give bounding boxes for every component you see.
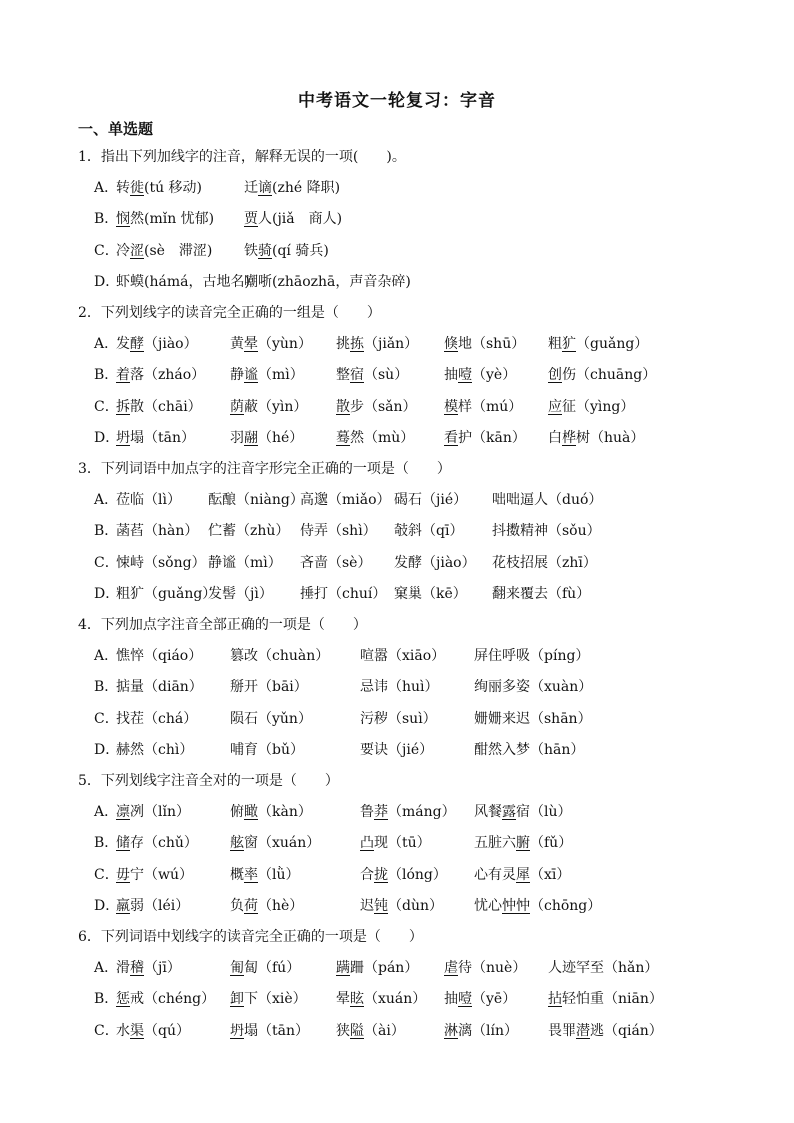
option-term: 抽噎（yè） (444, 367, 517, 384)
option-row[interactable] (94, 333, 774, 353)
option-row[interactable] (94, 739, 774, 759)
option-term: 发髻（jì） (208, 585, 273, 602)
option-row[interactable] (94, 489, 774, 509)
question-stem: 2．下列划线字的读音完全正确的一组是（ ） (78, 305, 381, 321)
underlined-char: 荷 (244, 897, 258, 914)
option-term: 模样（mú） (444, 398, 523, 415)
option-term: 喧嚣（xiāo） (360, 648, 446, 664)
option-row[interactable] (94, 177, 774, 197)
underlined-char: 噎 (458, 367, 472, 384)
option-term: 创伤（chuāng） (548, 367, 657, 384)
underlined-char: 瞰 (244, 804, 258, 820)
option-term: 荫蔽（yìn） (230, 398, 308, 415)
option-term: 卸下（xiè） (230, 991, 307, 1008)
underlined-char: 眩 (350, 991, 364, 1008)
underlined-char: 应 (548, 398, 562, 415)
option-row[interactable] (94, 708, 774, 728)
underlined-char: 散 (336, 398, 350, 415)
question-stem: 4．下列加点字注音全部正确的一项是（ ） (78, 617, 367, 633)
option-term: 人迹罕至（hǎn） (548, 960, 659, 976)
option-term: 俯瞰（kàn） (230, 804, 312, 820)
option-term: 姗姗来迟（shān） (474, 710, 592, 727)
underlined-char: 潜 (576, 1022, 590, 1039)
option-term: 倏地（shū） (444, 336, 526, 352)
option-term: 伫蓄（zhù） (208, 523, 290, 540)
section-heading: 一、单选题 (78, 120, 154, 138)
option-term: 哺育（bǔ） (230, 741, 304, 758)
option-term: 匍匐（fú） (230, 960, 301, 976)
option-label: B． (94, 367, 119, 384)
option-label: D． (94, 741, 120, 758)
option-row[interactable] (94, 864, 774, 884)
option-row[interactable] (94, 676, 774, 696)
underlined-char: 倏 (444, 336, 458, 352)
underlined-char: 贾 (244, 211, 258, 228)
option-term: 坍塌（tān） (230, 1022, 309, 1039)
underlined-char: 稽 (130, 960, 144, 976)
option-term: 陨石（yǔn） (230, 710, 312, 727)
underlined-char: 凸 (360, 835, 374, 852)
underlined-char: 创 (548, 367, 562, 384)
option-label: D． (94, 273, 120, 290)
option-term: 白桦树（huà） (548, 429, 645, 446)
underlined-char: 淋 (444, 1022, 458, 1039)
option-term: 侍弄（shì） (300, 523, 377, 540)
underlined-char: 忡忡 (502, 897, 530, 914)
option-label: A． (94, 492, 119, 508)
option-term: 抖擞精神（sǒu） (492, 523, 601, 540)
option-label: D． (94, 897, 120, 914)
option-term: 储存（chǔ） (116, 835, 198, 852)
option-term: 拈轻怕重（niān） (548, 991, 663, 1008)
option-term: 静谧（mì） (208, 554, 282, 571)
question-stem: 1．指出下列加线字的注音，解释无误的一项( )。 (78, 149, 406, 165)
option-label: B． (94, 991, 119, 1008)
option-term: 莅临（lì） (116, 492, 181, 508)
underlined-char: 露 (502, 804, 516, 820)
underlined-char: 拈 (548, 991, 562, 1008)
underlined-char: 坍 (230, 1022, 244, 1039)
underlined-char: 桦 (562, 429, 576, 446)
option-label: C． (94, 242, 119, 259)
underlined-char: 犷 (562, 336, 576, 352)
option-term: 粗犷（guǎng） (548, 336, 649, 352)
option-term: 蓦然（mù） (336, 429, 415, 446)
option-label: B． (94, 835, 119, 852)
underlined-char: 羸 (116, 897, 130, 914)
option-term: 蹒跚（pán） (336, 960, 419, 976)
option-term: 窠巢（kē） (394, 585, 467, 602)
option-term: 找茬（chá） (116, 710, 198, 727)
option-row[interactable] (94, 271, 774, 291)
underlined-char: 率 (244, 866, 258, 883)
option-term: 畏罪潜逃（qián） (548, 1022, 663, 1039)
option-term: 虾蟆(hámá，古地名) (116, 273, 250, 290)
underlined-char: 骑 (258, 242, 272, 259)
option-term: 篡改（chuàn） (230, 648, 330, 664)
option-term: 合拢（lóng） (360, 866, 447, 883)
option-row[interactable] (94, 427, 774, 447)
option-term: 毋宁（wú） (116, 866, 193, 883)
underlined-char: 拣 (350, 336, 364, 352)
underlined-char: 虐 (444, 960, 458, 976)
option-term: 凸现（tū） (360, 835, 431, 852)
option-term: 惩戒（chéng） (116, 991, 216, 1008)
option-term: 污秽（suì） (360, 710, 437, 727)
underlined-char: 悯 (116, 211, 130, 228)
option-term: 捶打（chuí） (300, 585, 387, 602)
option-row[interactable] (94, 895, 774, 915)
option-term: 羽翮（hé） (230, 429, 304, 446)
option-label: A． (94, 336, 119, 352)
underlined-char: 拆 (116, 398, 130, 415)
option-label: A． (94, 804, 119, 820)
underlined-char: 荫 (230, 398, 244, 415)
question-stem: 5．下列划线字注音全对的一项是（ ） (78, 773, 339, 789)
option-term: 屏住呼吸（píng） (474, 648, 590, 664)
option-label: C． (94, 866, 119, 883)
option-term: 负荷（hè） (230, 897, 304, 914)
option-row[interactable] (94, 583, 774, 603)
option-term: 要诀（jié） (360, 741, 434, 758)
option-term: 赫然（chì） (116, 741, 194, 758)
option-term: 忌讳（huì） (360, 679, 439, 696)
underlined-char: 犀 (516, 866, 530, 883)
option-term: 羸弱（léi） (116, 897, 190, 914)
option-row[interactable] (94, 645, 774, 665)
option-term: 狭隘（ài） (336, 1022, 405, 1039)
underlined-char: 凛 (116, 804, 130, 820)
option-term: 坍塌（tān） (116, 429, 195, 446)
underlined-char: 腑 (516, 835, 530, 852)
option-term: 发酵（jiào） (394, 554, 476, 571)
underlined-char: 噎 (458, 991, 472, 1008)
option-term: 鲁莽（máng） (360, 804, 456, 820)
option-label: B． (94, 523, 119, 540)
option-term: 菡萏（hàn） (116, 523, 199, 540)
option-label: D． (94, 585, 120, 602)
underlined-char: 看 (444, 429, 458, 446)
underlined-char: 涩 (130, 242, 144, 259)
option-term: 舷窗（xuán） (230, 835, 321, 852)
option-term: 挑拣（jiǎn） (336, 336, 419, 352)
option-term: 晕眩（xuán） (336, 991, 427, 1008)
option-term: 掂量（diān） (116, 679, 203, 696)
option-term: 酣然入梦（hān） (474, 741, 585, 758)
option-term: 抽噎（yē） (444, 991, 517, 1008)
option-row[interactable] (94, 988, 774, 1008)
option-row[interactable] (94, 957, 774, 977)
option-term: 应征（yìng） (548, 398, 635, 415)
underlined-char: 莽 (374, 804, 388, 820)
option-term: 淋漓（lín） (444, 1022, 518, 1039)
underlined-char: 晕 (244, 336, 258, 352)
option-term: 看护（kān） (444, 429, 526, 446)
option-term: 黄晕（yùn） (230, 336, 312, 352)
option-row[interactable] (94, 552, 774, 572)
option-row[interactable] (94, 240, 774, 260)
option-term: 憔悴（qiáo） (116, 648, 203, 664)
option-row[interactable] (94, 520, 774, 540)
underlined-char: 徙 (130, 180, 144, 196)
option-term: 吝啬（sè） (300, 554, 372, 571)
option-term: 冷涩(sè 滞涩) (116, 242, 213, 259)
underlined-char: 储 (116, 835, 130, 852)
option-term: 五脏六腑（fǔ） (474, 835, 573, 852)
option-term: 忧心忡忡（chōng） (474, 897, 602, 914)
option-row[interactable] (94, 1020, 774, 1040)
underlined-char: 谧 (244, 367, 258, 384)
option-row[interactable] (94, 208, 774, 228)
option-term: 拆散（chāi） (116, 398, 202, 415)
option-label: B． (94, 211, 119, 228)
option-term: 悚峙（sǒng） (116, 554, 206, 571)
underlined-char: 坍 (116, 429, 130, 446)
question-stem: 3．下列词语中加点字的注音字形完全正确的一项是（ ） (78, 461, 451, 477)
option-label: A． (94, 648, 119, 664)
underlined-char: 惩 (116, 991, 130, 1008)
option-term: 酝酿（niàng） (208, 492, 304, 508)
underlined-char: 模 (444, 398, 458, 415)
option-term: 静谧（mì） (230, 367, 304, 384)
underlined-char: 宿 (350, 367, 364, 384)
question-stem: 6．下列词语中划线字的读音完全正确的一项是（ ） (78, 929, 423, 945)
underlined-char: 着 (116, 367, 130, 384)
underlined-char: 蹒 (336, 960, 350, 976)
underlined-char: 谪 (258, 180, 272, 196)
option-label: C． (94, 398, 119, 415)
option-term: 掰开（bāi） (230, 679, 308, 696)
option-term: 贾人(jiǎ 商人) (244, 211, 343, 228)
page-title: 中考语文一轮复习：字音 (298, 91, 496, 111)
option-term: 迁谪(zhé 降职) (244, 180, 341, 196)
option-term: 悯然(mǐn 忧郁) (116, 211, 215, 228)
option-row[interactable] (94, 364, 774, 384)
option-label: A． (94, 180, 119, 196)
option-term: 高邈（miǎo） (300, 492, 391, 508)
option-row[interactable] (94, 801, 774, 821)
option-term: 着落（zháo） (116, 367, 206, 384)
underlined-char: 钝 (374, 897, 388, 914)
option-row[interactable] (94, 832, 774, 852)
underlined-char: 舷 (230, 835, 244, 852)
option-term: 水渠（qú） (116, 1022, 190, 1039)
underlined-char: 拢 (374, 866, 388, 883)
option-term: 翻来覆去（fù） (492, 585, 591, 602)
underlined-char: 翮 (244, 429, 258, 446)
option-term: 攲斜（qī） (394, 523, 464, 540)
option-term: 嘲哳(zhāozhā，声音杂碎) (244, 273, 411, 290)
option-term: 散步（sǎn） (336, 398, 417, 415)
option-term: 花枝招展（zhī） (492, 554, 597, 571)
option-label: A． (94, 960, 119, 976)
option-term: 发酵（jiào） (116, 336, 198, 352)
option-row[interactable] (94, 396, 774, 416)
option-term: 粗犷（guǎng） (116, 585, 217, 602)
underlined-char: 匍 (230, 960, 244, 976)
underlined-char: 毋 (116, 866, 130, 883)
option-term: 绚丽多姿（xuàn） (474, 679, 593, 696)
underlined-char: 蓦 (336, 429, 350, 446)
option-term: 铁骑(qí 骑兵) (244, 242, 329, 259)
underlined-char: 酵 (130, 336, 144, 352)
option-label: B． (94, 679, 119, 696)
option-term: 迟钝（dùn） (360, 897, 443, 914)
option-term: 概率（lǜ） (230, 866, 300, 883)
option-term: 碣石（jié） (394, 492, 468, 508)
underlined-char: 卸 (230, 991, 244, 1008)
option-term: 滑稽（jī） (116, 960, 181, 976)
option-term: 转徙(tú 移动) (116, 180, 203, 196)
underlined-char: 渠 (130, 1022, 144, 1039)
option-label: D． (94, 429, 120, 446)
option-term: 风餐露宿（lù） (474, 804, 572, 820)
option-term: 心有灵犀（xī） (474, 866, 571, 883)
option-term: 凛冽（lǐn） (116, 804, 190, 820)
option-term: 虐待（nuè） (444, 960, 527, 976)
option-label: C． (94, 710, 119, 727)
option-label: C． (94, 554, 119, 571)
option-term: 咄咄逼人（duó） (492, 492, 603, 508)
underlined-char: 隘 (350, 1022, 364, 1039)
option-label: C． (94, 1022, 119, 1039)
option-term: 整宿（sù） (336, 367, 409, 384)
